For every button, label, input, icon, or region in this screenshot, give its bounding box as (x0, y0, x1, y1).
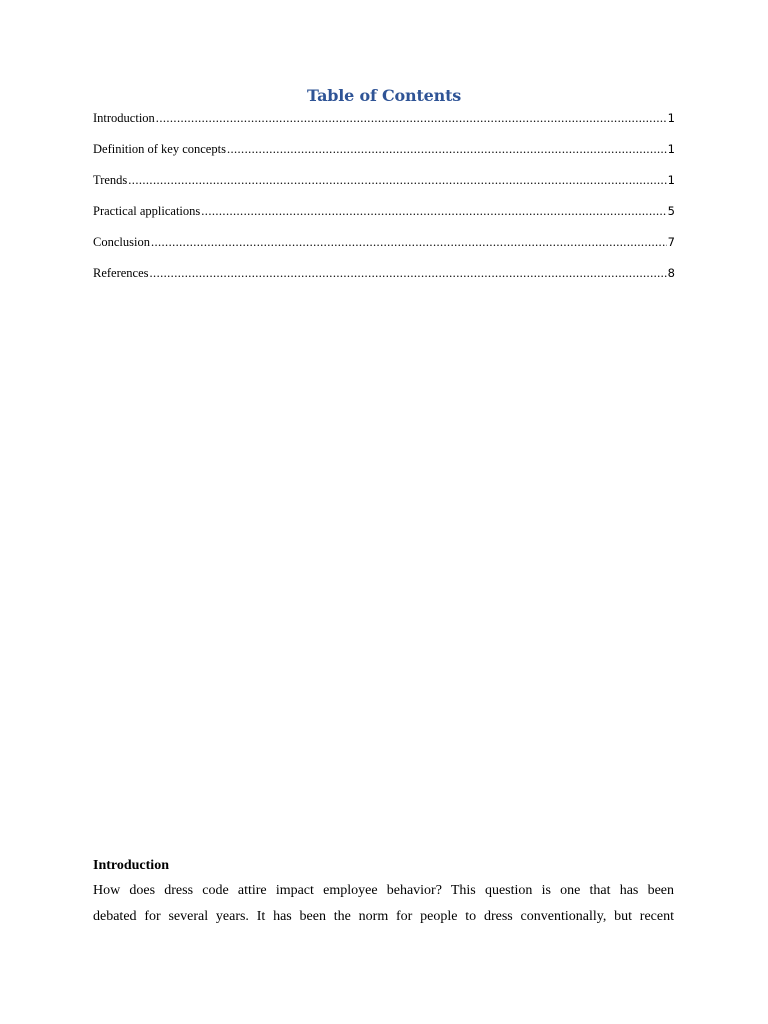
toc-dot-leader (227, 141, 667, 157)
toc-entry-label: References (93, 266, 149, 280)
toc-entry-page: 1 (667, 111, 675, 125)
introduction-paragraph (93, 878, 674, 930)
toc-entry-practical-applications[interactable] (93, 203, 675, 234)
toc-entry-introduction[interactable] (93, 110, 675, 141)
toc-entry-references[interactable] (93, 265, 675, 296)
introduction-heading: Introduction (93, 858, 169, 873)
toc-dot-leader (151, 234, 667, 250)
toc-dot-leader (128, 172, 666, 188)
toc-entry-label: Conclusion (93, 235, 150, 249)
toc-entry-label: Introduction (93, 111, 155, 125)
toc-entry-page: 1 (667, 173, 675, 187)
paragraph-line: How does dress code attire impact employee behavior? This question is one that has been (93, 883, 674, 898)
toc-entry-label: Definition of key concepts (93, 142, 226, 156)
toc-dot-leader (150, 265, 667, 281)
toc-entry-page: 7 (667, 235, 675, 249)
toc-entry-conclusion[interactable] (93, 234, 675, 265)
toc-entry-page: 5 (667, 204, 675, 218)
paragraph-line: debated for several years. It has been the norm for people to dress conventionally, but recent (93, 909, 674, 924)
toc-entry-label: Trends (93, 173, 128, 187)
toc-dot-leader (201, 203, 666, 219)
table-of-contents (93, 110, 675, 296)
toc-dot-leader (156, 110, 667, 126)
toc-entry-trends[interactable] (93, 172, 675, 203)
toc-entry-page: 1 (667, 142, 675, 156)
toc-entry-label: Practical applications (93, 204, 201, 218)
toc-title: Table of Contents (306, 86, 462, 105)
toc-entry-page: 8 (667, 266, 675, 280)
toc-entry-definition-of-key-concepts[interactable] (93, 141, 675, 172)
